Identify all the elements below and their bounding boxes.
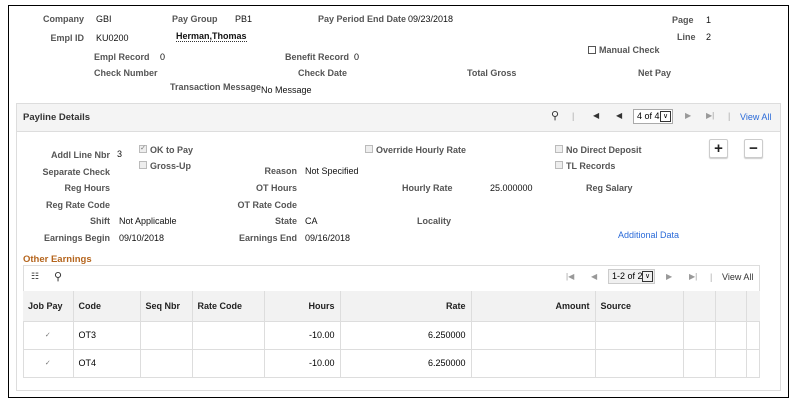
rate-code-cell [192,321,264,349]
ok-to-pay-checkbox[interactable]: ✓ [140,145,146,152]
no-direct-deposit-checkbox[interactable] [555,145,563,153]
rate-cell: 6.250000 [340,349,471,377]
employee-name-link[interactable]: Herman,Thomas [176,31,247,41]
next-icon[interactable]: ▶ [685,111,692,120]
other-earnings-title: Other Earnings [23,254,92,265]
grid-view-all-link[interactable]: View All [722,272,754,282]
col-job-pay: Job Pay [23,291,73,321]
pager-value: 4 of 4 [637,111,660,121]
override-hourly-rate-checkbox[interactable] [365,145,373,153]
benefit-record-value: 0 [354,52,360,62]
table-row [23,349,760,377]
page-value: 1 [706,15,712,25]
col-seq-nbr: Seq Nbr [140,291,192,321]
gross-up-checkbox[interactable] [139,161,147,169]
pay-period-end-value: 09/23/2018 [408,14,454,24]
chevron-down-icon: ∨ [660,111,671,122]
grid-last-icon[interactable]: ▶| [689,272,698,281]
empl-id-value: KU0200 [96,33,129,43]
pay-group-label: Pay Group [172,14,218,24]
company-value: GBI [96,14,112,24]
col-hours: Hours [264,291,340,321]
col-rate: Rate [340,291,471,321]
additional-data-link[interactable]: Additional Data [618,230,680,240]
shift-label: Shift [90,216,110,226]
payline-view-all-link[interactable]: View All [740,112,772,122]
first-icon[interactable]: ◀ [593,111,600,120]
shift-value: Not Applicable [119,216,177,226]
net-pay-label: Net Pay [638,68,672,78]
earnings-end-value: 09/16/2018 [305,233,351,243]
last-icon[interactable]: ▶| [706,111,715,120]
search-icon[interactable]: ⚲ [551,110,560,122]
tl-records-checkbox[interactable] [555,161,563,169]
pay-group-value: PB1 [235,14,253,24]
reg-hours-label: Reg Hours [64,183,110,193]
payline-details-title: Payline Details [23,112,91,123]
line-value: 2 [706,32,712,42]
col-amount: Amount [471,291,595,321]
grid-previous-icon[interactable]: ◀ [591,272,598,281]
table-header-row [23,291,760,321]
grid-pager-value: 1-2 of 2 [612,271,643,281]
job-pay-checkbox[interactable]: ✓ [44,332,51,339]
check-number-label: Check Number [94,68,158,78]
check-date-label: Check Date [298,68,348,78]
col-rate-code: Rate Code [192,291,264,321]
source-cell [595,349,683,377]
hours-cell: -10.00 [264,349,340,377]
ok-to-pay-label: OK to Pay [150,145,194,155]
seq-nbr-cell [140,321,192,349]
earnings-begin-label: Earnings Begin [43,233,110,243]
grid-next-icon[interactable]: ▶ [666,272,673,281]
col-blank [715,291,746,321]
grid-pager-select[interactable] [608,269,655,284]
no-direct-deposit-label: No Direct Deposit [566,145,642,155]
override-hourly-rate-label: Override Hourly Rate [376,145,467,155]
personalize-icon[interactable]: ☷ [31,271,40,281]
ot-rate-code-label: OT Rate Code [237,200,297,210]
addl-line-nbr-label: Addl Line Nbr [51,150,110,160]
addl-line-nbr-value: 3 [117,149,123,159]
locality-label: Locality [417,216,452,226]
hours-cell: -10.00 [264,321,340,349]
col-blank [683,291,715,321]
grid-first-icon[interactable]: |◀ [566,272,575,281]
state-value: CA [305,216,318,226]
rate-cell: 6.250000 [340,321,471,349]
line-label: Line [677,32,696,42]
earnings-begin-value: 09/10/2018 [119,233,165,243]
empl-record-label: Empl Record [94,52,150,62]
earnings-end-label: Earnings End [238,233,297,243]
page-label: Page [672,15,694,25]
payline-pager-select[interactable] [633,109,673,124]
manual-check-checkbox[interactable] [588,46,596,54]
amount-cell [471,321,595,349]
empl-id-label: Empl ID [50,33,84,43]
hourly-rate-label: Hourly Rate [402,183,453,193]
amount-cell [471,349,595,377]
delete-row-button[interactable]: − [744,139,763,158]
col-blank [746,291,760,321]
grid-search-icon[interactable]: ⚲ [54,271,63,283]
separator: | [572,111,575,121]
empl-record-value: 0 [160,52,166,62]
company-label: Company [42,14,84,24]
chevron-down-icon: ∨ [642,271,653,282]
separate-check-label: Separate Check [42,167,110,177]
hourly-rate-value: 25.000000 [490,183,533,193]
ot-hours-label: OT Hours [255,183,297,193]
reg-rate-code-label: Reg Rate Code [45,200,110,210]
code-cell: OT4 [73,349,140,377]
reason-label: Reason [264,166,297,176]
pay-period-end-label: Pay Period End Date [318,14,407,24]
state-label: State [274,216,297,226]
col-code: Code [73,291,140,321]
manual-check-label: Manual Check [599,45,660,55]
separator: | [710,272,713,282]
table-row [23,321,760,349]
code-cell: OT3 [73,321,140,349]
other-earnings-table [23,291,760,378]
source-cell [595,321,683,349]
col-source: Source [595,291,683,321]
reason-value: Not Specified [305,166,359,176]
seq-nbr-cell [140,349,192,377]
reg-salary-label: Reg Salary [586,183,633,193]
add-row-button[interactable]: + [709,139,728,158]
gross-up-label: Gross-Up [150,161,192,171]
previous-icon[interactable]: ◀ [616,111,623,120]
benefit-record-label: Benefit Record [285,52,350,62]
transaction-message-label: Transaction Message [170,82,262,92]
separator: | [728,111,731,121]
job-pay-checkbox[interactable]: ✓ [44,360,51,367]
transaction-message-value: No Message [261,85,312,95]
tl-records-label: TL Records [566,161,616,171]
total-gross-label: Total Gross [467,68,517,78]
rate-code-cell [192,349,264,377]
